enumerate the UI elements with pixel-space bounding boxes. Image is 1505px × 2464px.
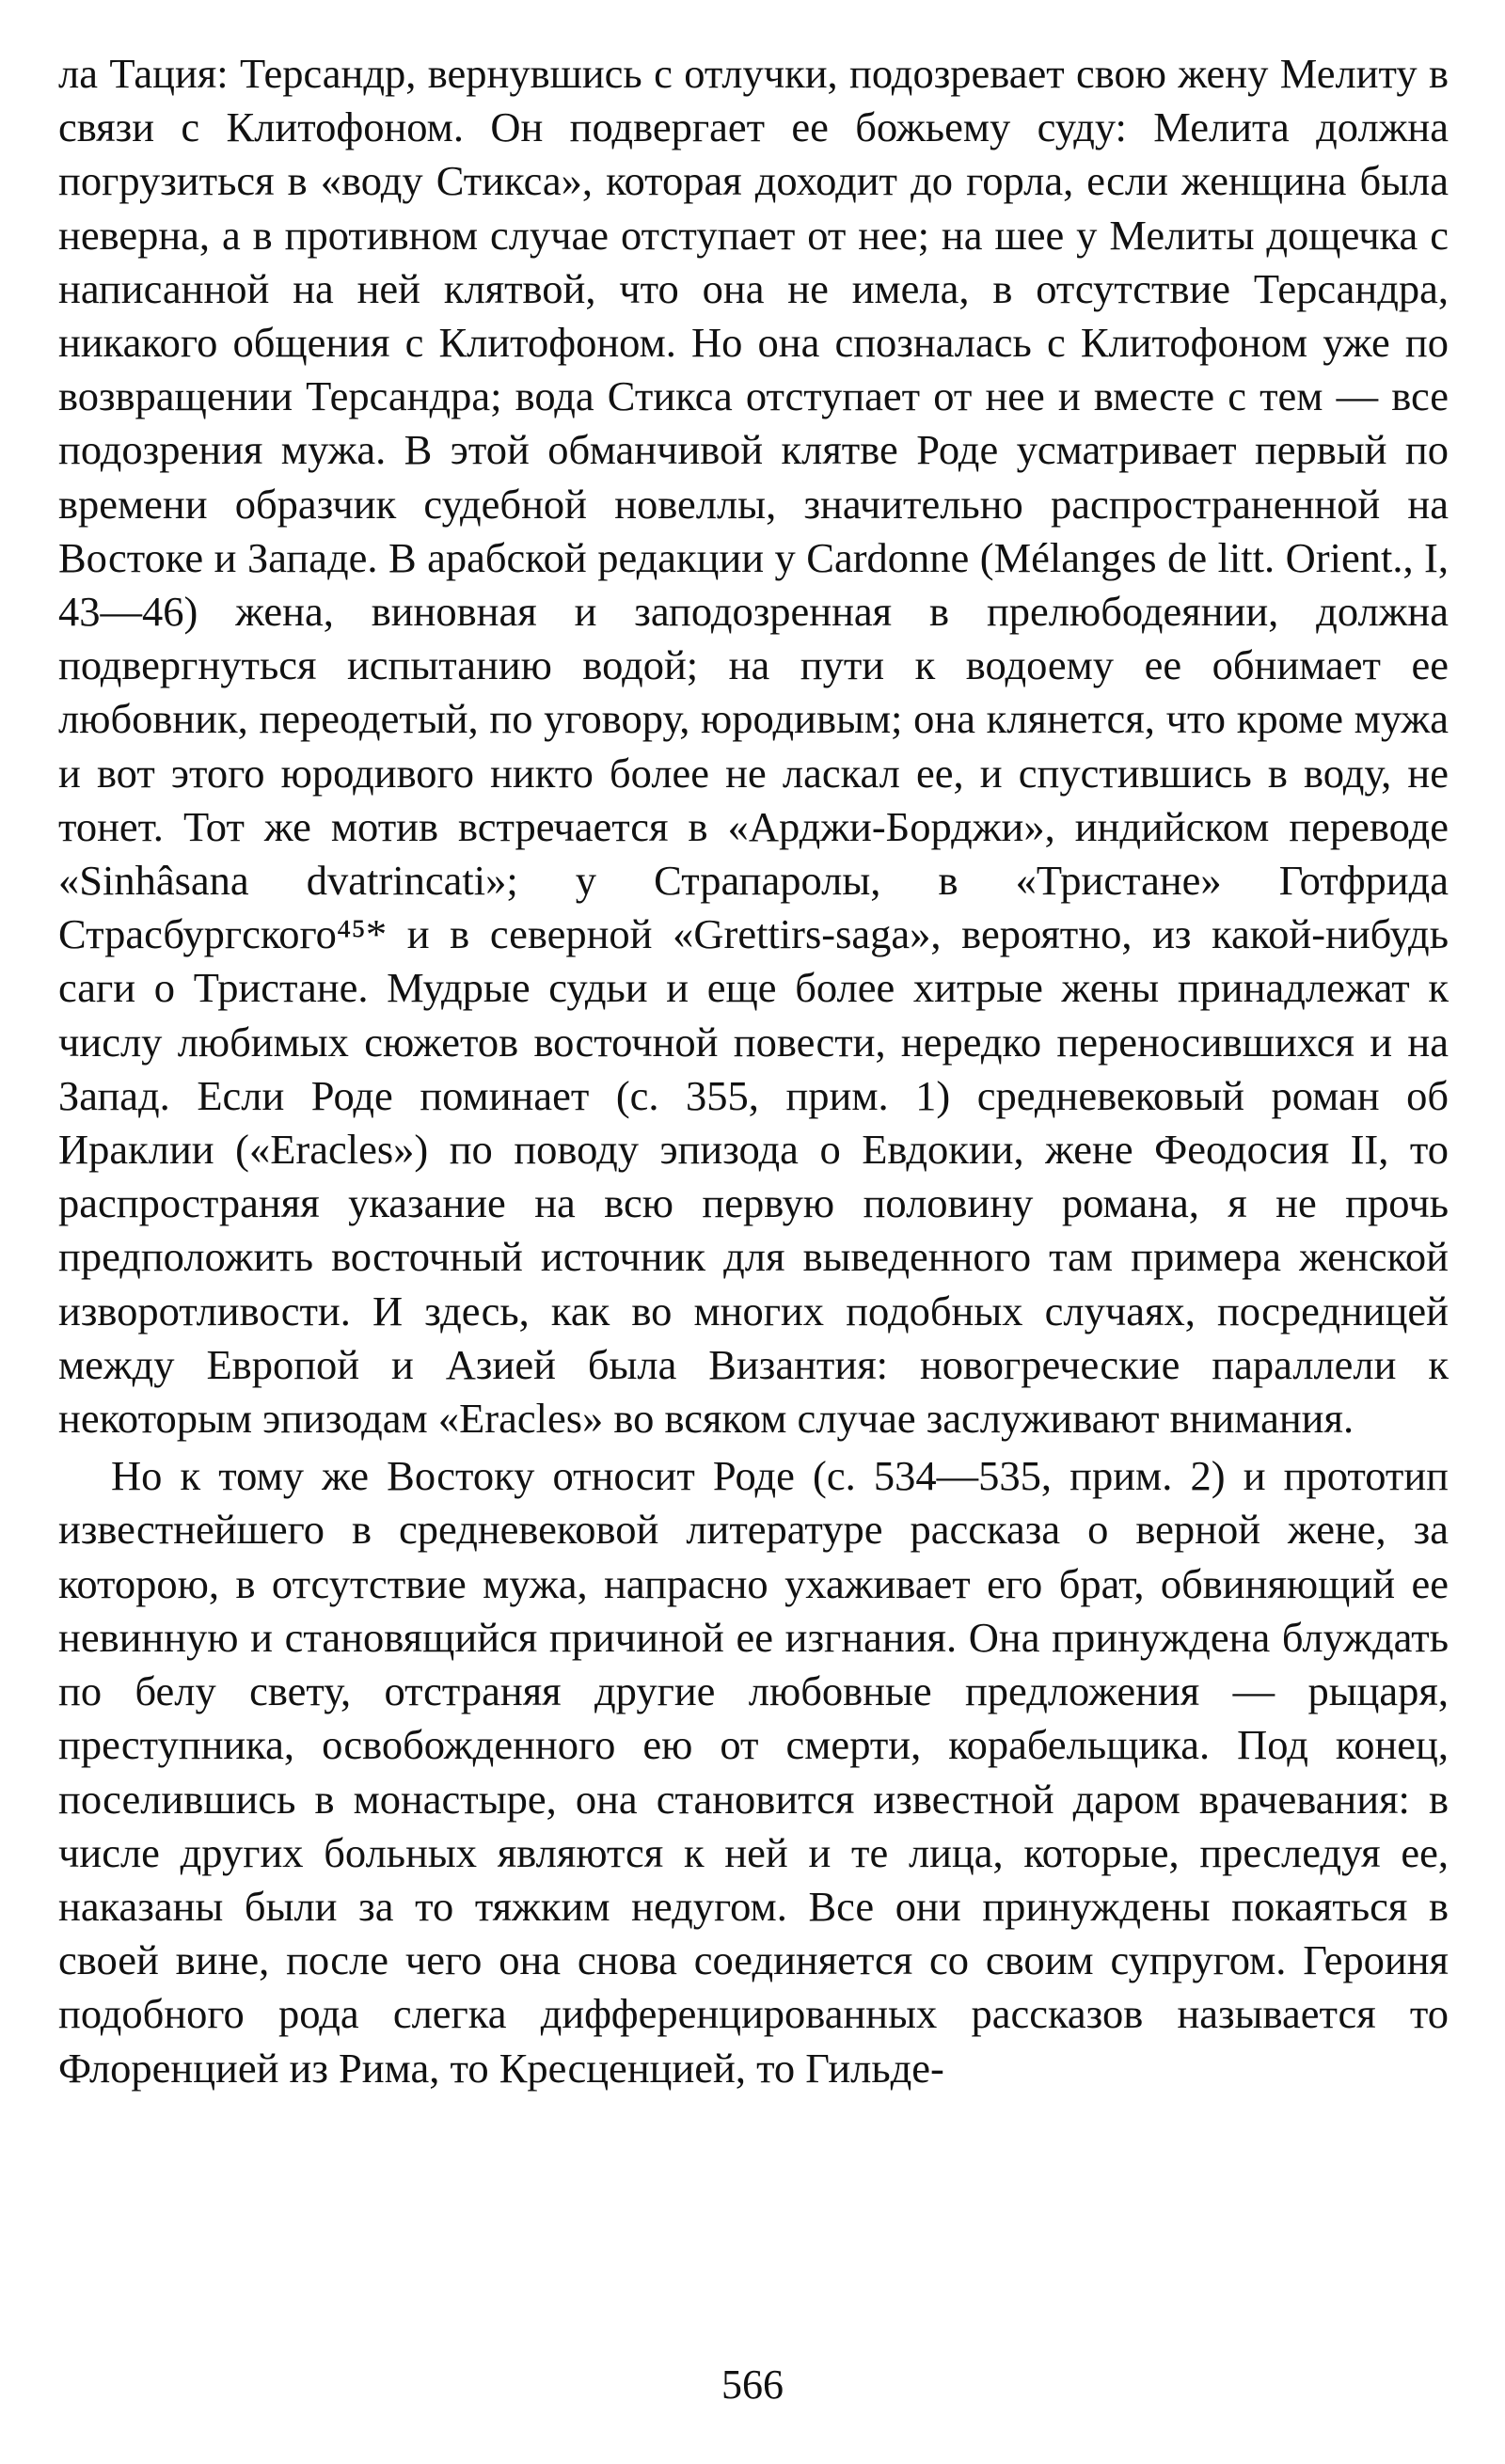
paragraph-2: Но к тому же Востоку относит Роде (с. 534—535, прим. 2) и прототип известнейшего в средневековой литературе рассказа о верной жене, за которою, в отсутствие мужа, напрасно ухаживает его брат, обвиняющий ее невинную и становящийся причиной ее изгнания. Она принуждена блуждать по белу свету, отстраняя другие любовные предложения — рыцаря, преступника, освобожденного ею от смерти, корабельщика. Под конец, поселившись в монастыре, она становится известной даром врачевания: в числе других больных являются к ней и те лица, которые, преследуя ее, наказаны были за то тяжким недугом. Все они принуждены покаяться в своей вине, после чего она снова соединяется со своим супругом. Героиня подобного рода слегка дифференцированных рассказов называется то Флоренцией из Рима, то Кресценцией, то Гильде- <box>58 1452 1449 2092</box>
page-number: 566 <box>721 2361 784 2408</box>
page-body <box>58 47 1449 2095</box>
paragraph-1: ла Тация: Терсандр, вернувшись с отлучки, подозревает свою жену Мелиту в связи с Клитофоном. Он подвергает ее божьему суду: Мелита должна погрузиться в «воду Стикса», которая доходит до горла, если женщина была неверна, а в противном случае отступает от нее; на шее у Мелиты дощечка с написанной на ней клятвой, что она не имела, в отсутствие Терсандра, никакого общения с Клитофоном. Но она спозналась с Клитофоном уже по возвращении Терсандра; вода Стикса отступает от нее и вместе с тем — все подозрения мужа. В этой обманчивой клятве Роде усматривает первый по времени образчик судебной новеллы, значительно распространенной на Востоке и Западе. В арабской редакции у Cardonne (Mélanges de litt. Orient., I, 43—46) жена, виновная и заподозренная в прелюбодеянии, должна подвергнуться испытанию водой; на пути к водоему ее обнимает ее любовник, переодетый, по уговору, юродивым; она клянется, что кроме мужа и вот этого юродивого никто более не ласкал ее, и спустившись в воду, не тонет. Тот же мотив встречается в «Арджи-Борджи», индийском переводе «Sinhâsana dvatrincati»; у Страпаролы, в «Тристане» Готфрида Страсбургского⁴⁵* и в северной «Grettirs-saga», вероятно, из какой-нибудь саги о Тристане. Мудрые судьи и еще более хитрые жены принадлежат к числу любимых сюжетов восточной повести, нередко переносившихся и на Запад. Если Роде поминает (с. 355, прим. 1) средневековый роман об Ираклии («Eracles») по поводу эпизода о Евдокии, жене Феодосия II, то распространяя указание на всю первую половину романа, я не прочь предположить восточный источник для выведенного там примера женской изворотливости. И здесь, как во многих подобных случаях, посредницей между Европой и Азией была Византия: новогреческие параллели к некоторым эпизодам «Eracles» во всяком случае заслуживают внимания. <box>58 50 1449 1443</box>
